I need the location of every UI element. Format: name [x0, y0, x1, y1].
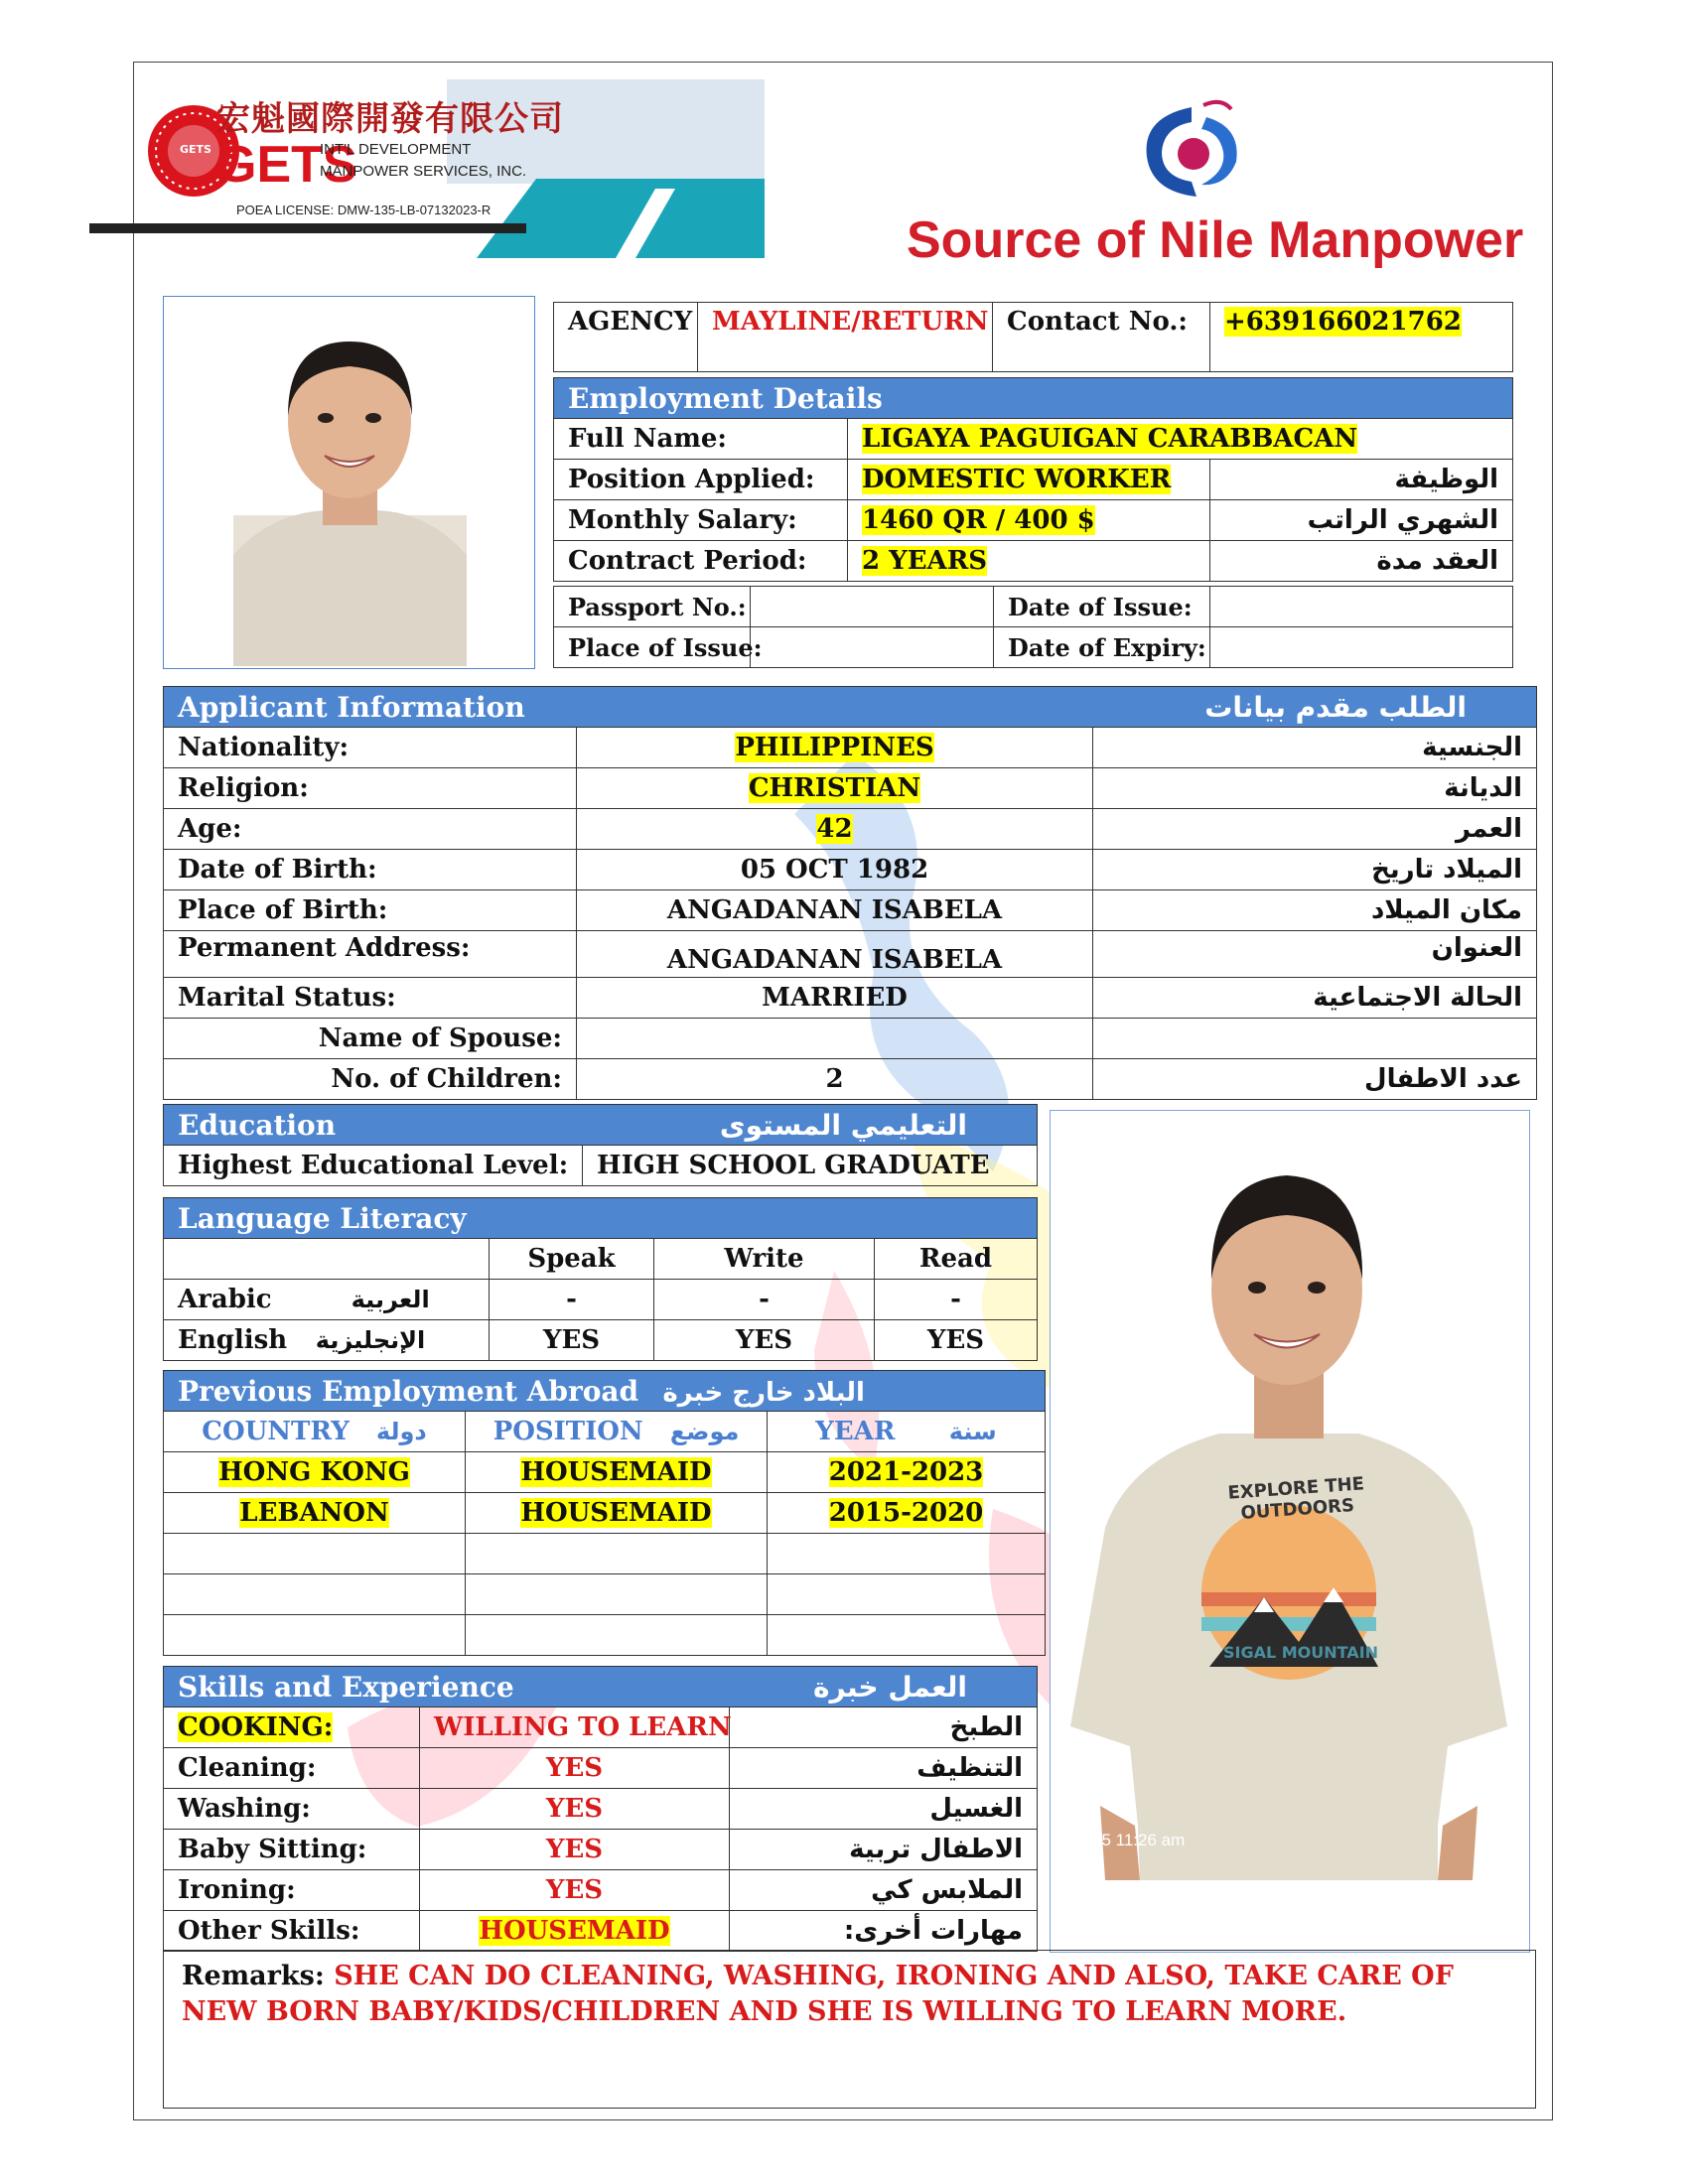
language-header: Language Literacy [164, 1198, 1038, 1239]
prev-2-country: LEBANON [239, 1498, 389, 1528]
skill-cooking-arabic: الطبخ [730, 1707, 1038, 1748]
prev-row-1-country [164, 1452, 466, 1493]
skill-other-arabic: مهارات أخرى: [730, 1911, 1038, 1952]
expiry-date-value [1210, 627, 1513, 668]
salary-label: Monthly Salary: [554, 500, 848, 541]
english-speak: YES [490, 1320, 654, 1361]
prev-employment-title: Previous Employment Abroad [178, 1374, 639, 1408]
salary-value: 1460 QR / 400 $ [862, 505, 1095, 535]
prev-row-2-country [164, 1493, 466, 1534]
lang-arabic-ar: العربية [351, 1286, 430, 1313]
arabic-speak: - [490, 1280, 654, 1320]
passport-no-value [751, 587, 994, 627]
pob-arabic: مكان الميلاد [1093, 890, 1537, 931]
prev-empty-cell [164, 1574, 466, 1615]
applicant-photo-portrait [163, 296, 535, 669]
position-arabic: الوظيفة [1210, 460, 1513, 500]
skills-header-arabic: العمل خبرة [730, 1667, 1038, 1707]
full-body-image [1051, 1111, 1527, 1951]
gets-logo [149, 79, 765, 238]
skill-cooking-label: COOKING: [178, 1712, 334, 1742]
agency-label: AGENCY [554, 303, 698, 372]
salary-arabic: الشهري الراتب [1210, 500, 1513, 541]
lang-arabic-label: Arabic [178, 1285, 272, 1314]
skill-other-cell [420, 1911, 730, 1952]
col-position-ar: موضع [669, 1418, 740, 1445]
skill-cooking-label-cell [164, 1707, 420, 1748]
skill-babysitting-arabic: الاطفال تربية [730, 1830, 1038, 1870]
contract-value: 2 YEARS [862, 546, 988, 576]
marital-label: Marital Status: [164, 978, 577, 1019]
nationality-value: PHILIPPINES [735, 733, 934, 762]
children-arabic: عدد الاطفال [1093, 1059, 1537, 1100]
lang-english-label: English [178, 1325, 288, 1355]
address-label: Permanent Address: [164, 931, 577, 978]
issue-date-label: Date of Issue: [994, 587, 1210, 627]
education-value: HIGH SCHOOL GRADUATE [583, 1146, 1038, 1186]
english-read: YES [875, 1320, 1038, 1361]
gets-brand: GETS [216, 136, 357, 194]
religion-label: Religion: [164, 768, 577, 809]
spouse-arabic [1093, 1019, 1537, 1059]
lang-arabic-cell [164, 1280, 490, 1320]
skills-header: Skills and Experience [164, 1667, 730, 1707]
passport-no-label: Passport No.: [554, 587, 751, 627]
issue-date-value [1210, 587, 1513, 627]
prev-empty-cell [768, 1615, 1046, 1656]
position-value: DOMESTIC WORKER [862, 465, 1172, 494]
prev-1-country: HONG KONG [218, 1457, 410, 1487]
remarks-label: Remarks: [182, 1961, 325, 1991]
full-name-cell [848, 419, 1513, 460]
prev-employment-header [164, 1371, 865, 1412]
applicant-header: Applicant Information [164, 687, 1093, 728]
skill-washing-value: YES [420, 1789, 730, 1830]
skill-cleaning-label: Cleaning: [164, 1748, 420, 1789]
education-label: Highest Educational Level: [164, 1146, 583, 1186]
nationality-label: Nationality: [164, 728, 577, 768]
prev-empty-cell [466, 1615, 768, 1656]
passport-table [553, 586, 1513, 668]
col-year-en: YEAR [815, 1417, 896, 1446]
age-arabic: العمر [1093, 809, 1537, 850]
skill-babysitting-value: YES [420, 1830, 730, 1870]
contact-label: Contact No.: [993, 303, 1210, 372]
marital-arabic: الحالة الاجتماعية [1093, 978, 1537, 1019]
children-value: 2 [577, 1059, 1093, 1100]
applicant-photo-full [1050, 1110, 1530, 1953]
marital-value: MARRIED [577, 978, 1093, 1019]
prev-row-2-position [466, 1493, 768, 1534]
prev-employment-table [163, 1370, 1046, 1656]
expiry-date-label: Date of Expiry: [994, 627, 1210, 668]
nile-logo-icon [1132, 97, 1251, 202]
remarks-box [163, 1950, 1536, 2109]
address-arabic: العنوان [1093, 931, 1537, 978]
prev-employment-title-ar: البلاد خارج خبرة [662, 1377, 865, 1408]
remarks-text: SHE CAN DO CLEANING, WASHING, IRONING AND ALSO, TAKE CARE OF NEW BORN BABY/KIDS/CHILDREN AND SHE IS WILLING TO LEARN MORE. [182, 1961, 1454, 2027]
col-country-en: COUNTRY [202, 1417, 350, 1446]
education-header: Education [164, 1105, 583, 1146]
prev-2-position: HOUSEMAID [520, 1498, 712, 1528]
skill-washing-arabic: الغسيل [730, 1789, 1038, 1830]
position-label: Position Applied: [554, 460, 848, 500]
contract-label: Contract Period: [554, 541, 848, 582]
seal-text: GETS [180, 143, 211, 156]
employment-header: Employment Details [554, 378, 1513, 419]
arabic-write: - [654, 1280, 875, 1320]
language-table [163, 1197, 1038, 1361]
age-label: Age: [164, 809, 577, 850]
skill-cleaning-arabic: التنظيف [730, 1748, 1038, 1789]
skill-cleaning-value: YES [420, 1748, 730, 1789]
contact-value: +639166021762 [1224, 307, 1462, 337]
col-year-ar: سنة [948, 1418, 997, 1445]
gets-subtitle-2: MANPOWER SERVICES, INC. [320, 163, 527, 180]
language-corner [164, 1239, 490, 1280]
skill-ironing-arabic: الملابس كي [730, 1870, 1038, 1911]
skill-ironing-label: Ironing: [164, 1870, 420, 1911]
spouse-label: Name of Spouse: [164, 1019, 577, 1059]
col-speak: Speak [490, 1239, 654, 1280]
religion-arabic: الديانة [1093, 768, 1537, 809]
pob-value: ANGADANAN ISABELA [577, 890, 1093, 931]
contact-value-cell [1210, 303, 1513, 372]
col-write: Write [654, 1239, 875, 1280]
skill-cooking-value: WILLING TO LEARN [420, 1707, 730, 1748]
pob-label: Place of Birth: [164, 890, 577, 931]
english-write: YES [654, 1320, 875, 1361]
education-header-arabic: التعليمي المستوى [583, 1105, 1038, 1146]
prev-row-2-year [768, 1493, 1046, 1534]
arabic-read: - [875, 1280, 1038, 1320]
dob-value: 05 OCT 1982 [577, 850, 1093, 890]
agency-value: MAYLINE/RETURN [698, 303, 993, 372]
col-position-en: POSITION [492, 1417, 643, 1446]
nationality-cell [577, 728, 1093, 768]
gets-chinese-name: 宏魁國際開發有限公司 [216, 99, 564, 139]
applicant-header-arabic: الطلب مقدم بيانات [1093, 687, 1537, 728]
prev-empty-cell [466, 1534, 768, 1574]
religion-cell [577, 768, 1093, 809]
prev-2-year: 2015-2020 [828, 1498, 984, 1528]
contract-arabic: العقد مدة [1210, 541, 1513, 582]
religion-value: CHRISTIAN [748, 773, 921, 803]
lang-english-cell [164, 1320, 490, 1361]
prev-empty-cell [768, 1574, 1046, 1615]
gets-license: POEA LICENSE: DMW-135-LB-07132023-R [236, 203, 492, 217]
nationality-arabic: الجنسية [1093, 728, 1537, 768]
prev-1-year: 2021-2023 [828, 1457, 984, 1487]
address-value: ANGADANAN ISABELA [577, 931, 1093, 978]
full-name-label: Full Name: [554, 419, 848, 460]
skill-other-label: Other Skills: [164, 1911, 420, 1952]
gets-subtitle-1: INT'L DEVELOPMENT [320, 141, 472, 158]
prev-empty-cell [768, 1534, 1046, 1574]
portrait-image [164, 297, 533, 667]
col-read: Read [875, 1239, 1038, 1280]
applicant-table [163, 686, 1537, 1100]
skill-babysitting-label: Baby Sitting: [164, 1830, 420, 1870]
col-country-ar: دولة [375, 1418, 427, 1445]
full-name-value: LIGAYA PAGUIGAN CARABBACAN [862, 424, 1358, 454]
employment-table [553, 377, 1513, 582]
col-year [768, 1412, 1046, 1452]
prev-empty-cell [164, 1615, 466, 1656]
photo-timestamp: 25 11:26 am [1092, 1831, 1186, 1849]
skill-ironing-value: YES [420, 1870, 730, 1911]
place-of-issue-label: Place of Issue: [554, 627, 751, 668]
col-country [164, 1412, 466, 1452]
skill-washing-label: Washing: [164, 1789, 420, 1830]
prev-empty-cell [466, 1574, 768, 1615]
place-of-issue-value [751, 627, 994, 668]
prev-row-1-position [466, 1452, 768, 1493]
salary-cell [848, 500, 1210, 541]
prev-row-1-year [768, 1452, 1046, 1493]
shirt-print-bottom: SIGAL MOUNTAIN [1222, 1643, 1379, 1662]
children-label: No. of Children: [164, 1059, 577, 1100]
col-position [466, 1412, 768, 1452]
position-cell [848, 460, 1210, 500]
education-table [163, 1104, 1038, 1186]
age-cell [577, 809, 1093, 850]
prev-empty-cell [164, 1534, 466, 1574]
dob-arabic: الميلاد تاريخ [1093, 850, 1537, 890]
skills-table [163, 1666, 1038, 1952]
shirt-print-top: EXPLORE THE OUTDOORS [1226, 1473, 1365, 1524]
skill-other-value: HOUSEMAID [479, 1916, 670, 1946]
age-value: 42 [816, 814, 853, 844]
nile-logo-text: Source of Nile Manpower [907, 211, 1524, 269]
agency-table [553, 302, 1513, 372]
spouse-value [577, 1019, 1093, 1059]
lang-english-ar: الإنجليزية [315, 1326, 426, 1354]
dob-label: Date of Birth: [164, 850, 577, 890]
contract-cell [848, 541, 1210, 582]
prev-1-position: HOUSEMAID [520, 1457, 712, 1487]
